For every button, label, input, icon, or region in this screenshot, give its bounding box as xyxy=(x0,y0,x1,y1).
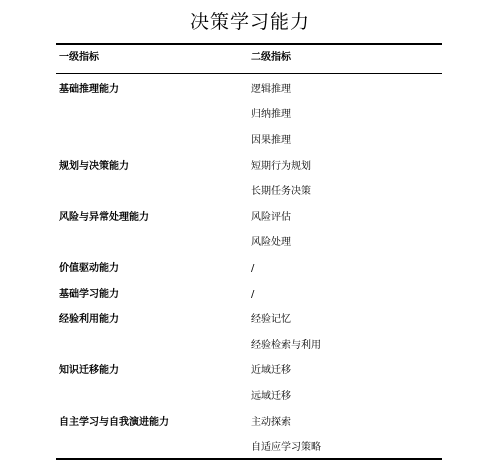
table-row xyxy=(56,103,442,129)
level2-cell: 近域迁移 xyxy=(251,365,291,377)
table-bottom-rule xyxy=(56,458,442,460)
level1-cell: 自主学习与自我演进能力 xyxy=(59,416,169,428)
level1-cell: 基础学习能力 xyxy=(59,288,119,300)
table-row xyxy=(56,128,442,154)
level2-cell: 经验检索与利用 xyxy=(251,339,321,351)
level2-cell: 因果推理 xyxy=(251,134,291,146)
level2-cell: 自适应学习策略 xyxy=(251,442,321,454)
level2-cell: / xyxy=(251,262,255,274)
level1-cell: 知识迁移能力 xyxy=(59,365,119,377)
level1-cell xyxy=(56,103,251,129)
level1-cell: 价值驱动能力 xyxy=(59,262,119,274)
column-header-level2: 二级指标 xyxy=(251,52,291,63)
table-row xyxy=(56,154,442,180)
table-top-rule xyxy=(56,43,442,45)
level1-cell: 风险与异常处理能力 xyxy=(59,211,149,223)
table-row xyxy=(56,359,442,385)
table-row xyxy=(56,307,442,333)
table-row xyxy=(56,179,442,205)
column-header-level1: 一级指标 xyxy=(59,52,99,63)
table-row xyxy=(56,256,442,282)
level1-cell: 经验利用能力 xyxy=(59,314,119,326)
level2-cell: 长期任务决策 xyxy=(251,186,311,198)
level1-cell xyxy=(56,231,251,257)
level1-cell xyxy=(56,384,251,410)
level1-cell xyxy=(56,333,251,359)
table-row xyxy=(56,77,442,103)
table-row xyxy=(56,231,442,257)
level1-cell xyxy=(56,128,251,154)
level2-cell: 主动探索 xyxy=(251,416,291,428)
level2-cell: 归纳推理 xyxy=(251,109,291,121)
level1-cell xyxy=(56,179,251,205)
table-title: 决策学习能力 xyxy=(189,11,310,33)
table-row xyxy=(56,410,442,436)
level2-cell: 短期行为规划 xyxy=(251,160,311,172)
level2-cell: 逻辑推理 xyxy=(251,83,291,95)
level2-cell: 经验记忆 xyxy=(251,314,291,326)
level2-cell: 风险处理 xyxy=(251,237,291,249)
table-header-rule xyxy=(56,73,442,74)
table-row xyxy=(56,282,442,308)
table-row xyxy=(56,205,442,231)
level1-cell: 规划与决策能力 xyxy=(59,160,129,172)
table-row xyxy=(56,333,442,359)
level2-cell: / xyxy=(251,288,255,300)
indicator-table xyxy=(56,77,442,461)
level1-cell: 基础推理能力 xyxy=(59,83,119,95)
level2-cell: 风险评估 xyxy=(251,211,291,223)
table-row xyxy=(56,384,442,410)
level2-cell: 远域迁移 xyxy=(251,390,291,402)
